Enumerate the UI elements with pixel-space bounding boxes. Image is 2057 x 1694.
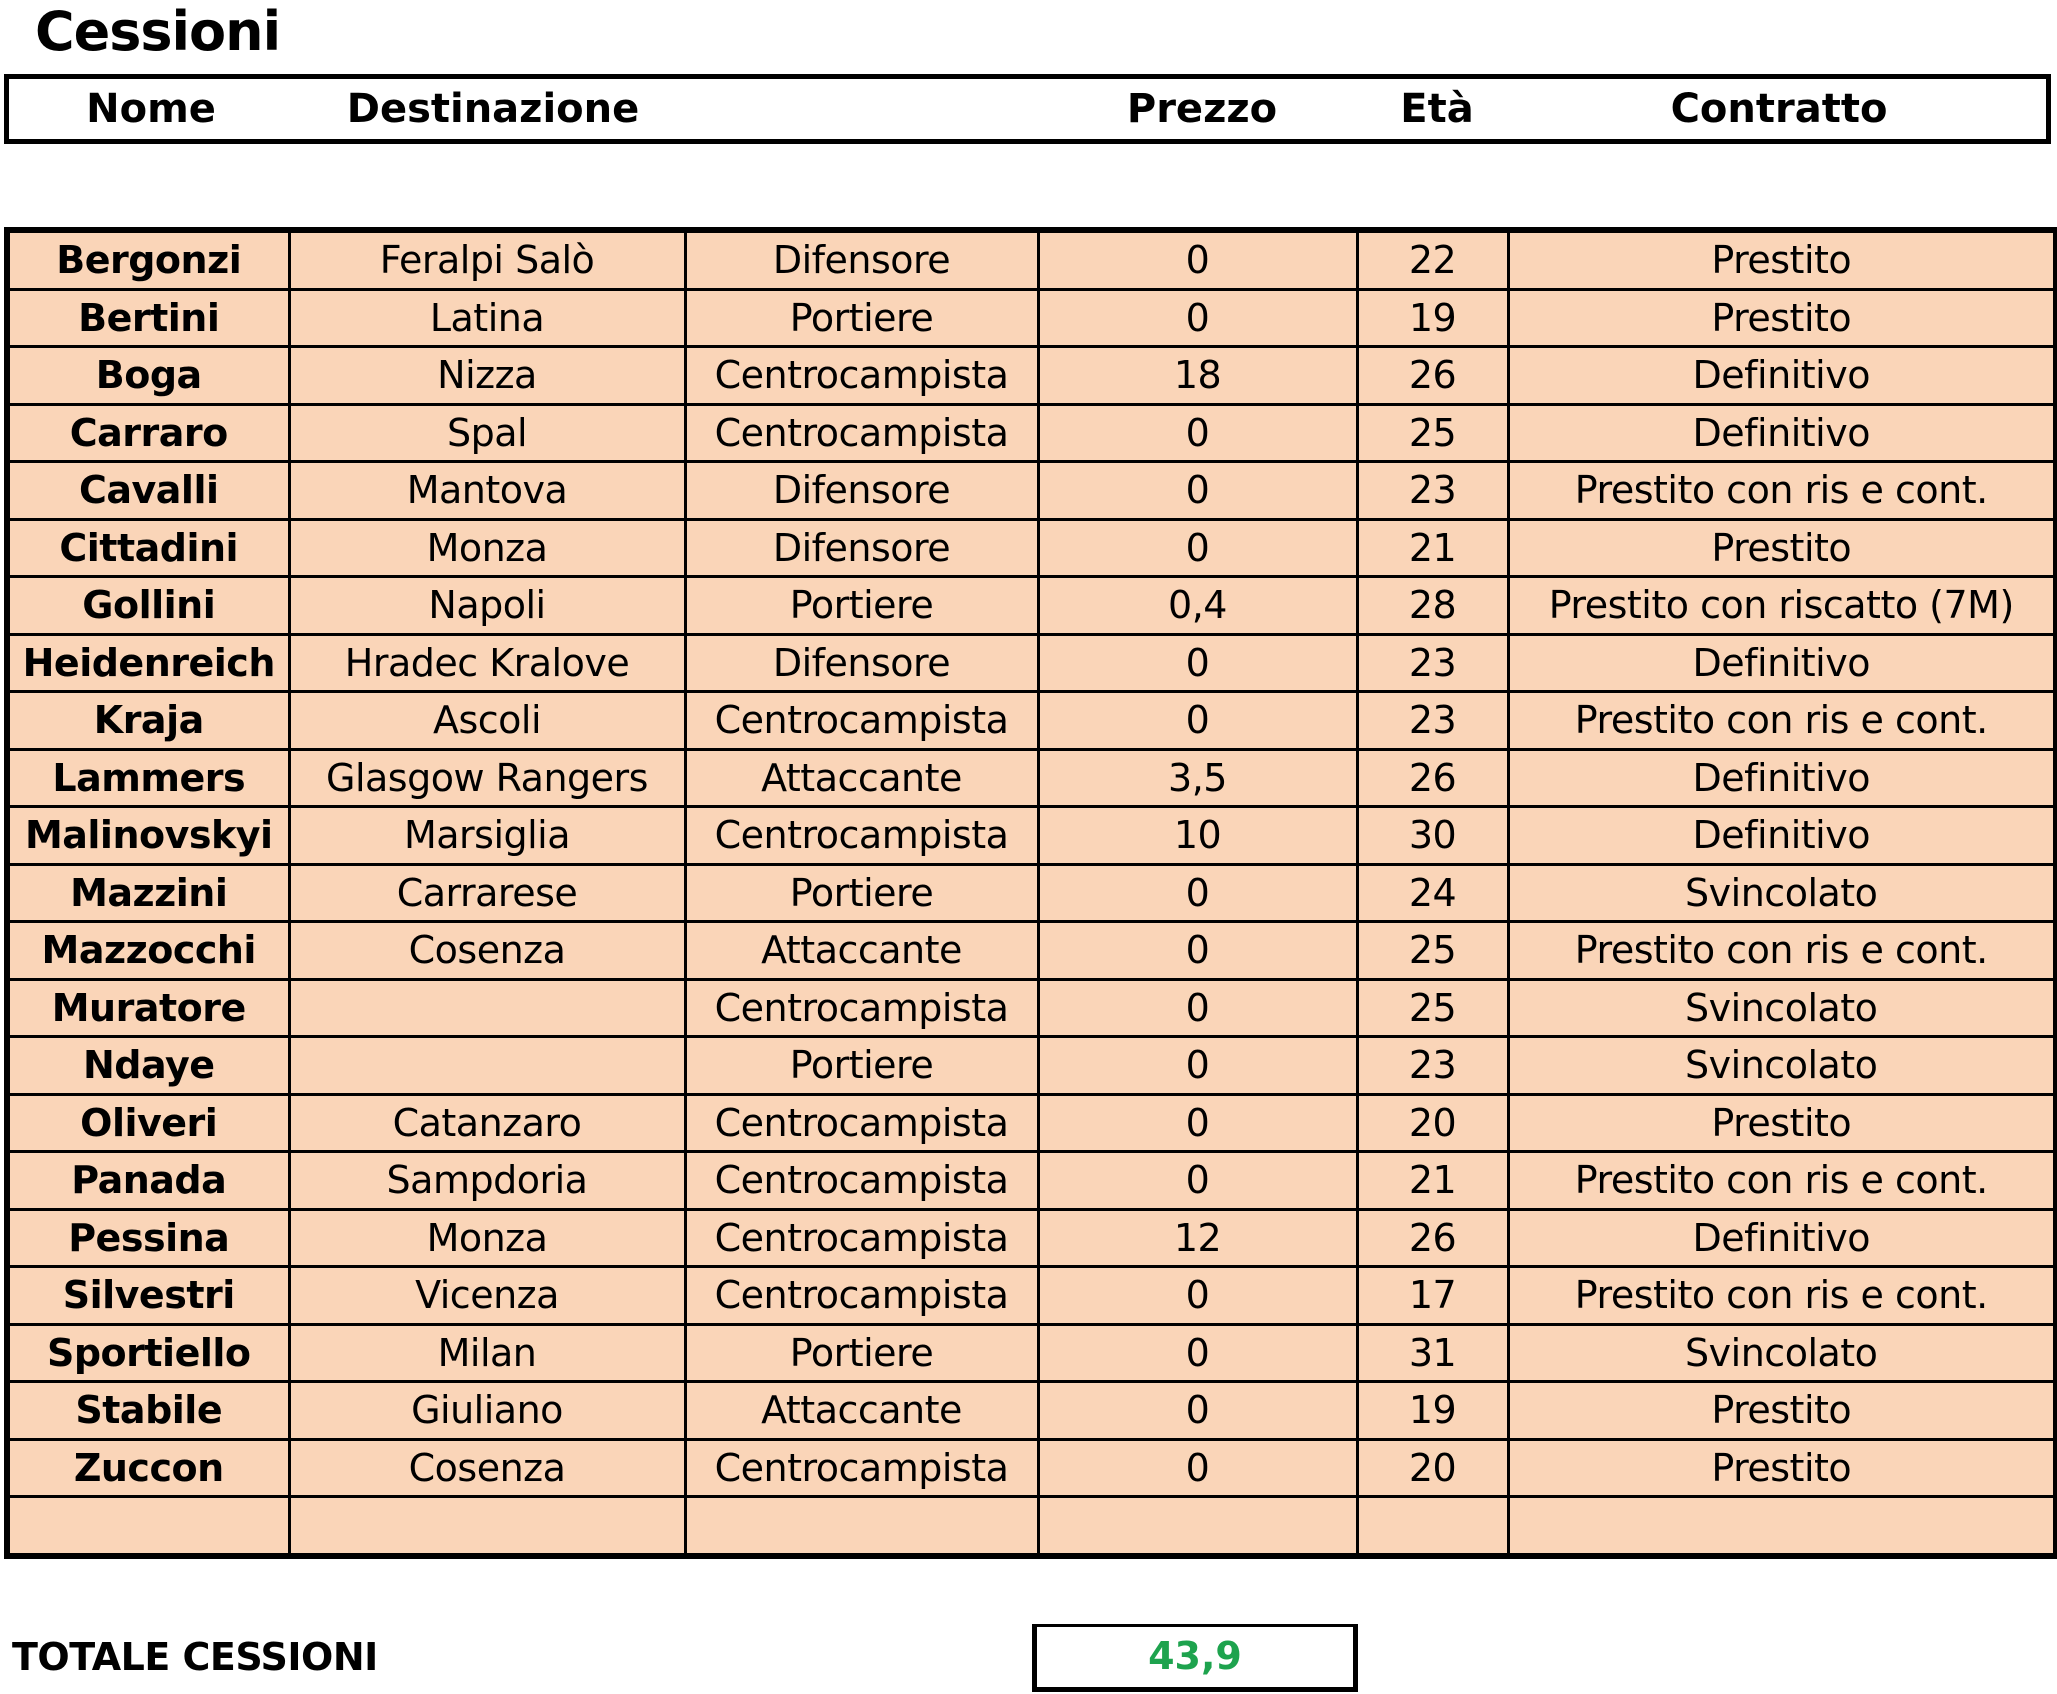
ruolo-cell: Centrocampista [685,1094,1038,1152]
nome-cell: Cavalli [7,462,289,520]
ruolo-cell: Difensore [685,519,1038,577]
contratto-cell: Prestito con ris e cont. [1508,462,2056,520]
contratto-cell: Prestito [1508,519,2056,577]
eta-cell: 25 [1357,404,1508,462]
ruolo-cell: Centrocampista [685,1267,1038,1325]
destinazione-cell: Mantova [289,462,685,520]
cessioni-table [4,227,2057,1559]
total-label: TOTALE CESSIONI [12,1635,378,1679]
destinazione-cell: Feralpi Salò [289,230,685,289]
table-row [7,1209,2056,1267]
contratto-cell: Definitivo [1508,404,2056,462]
nome-cell: Silvestri [7,1267,289,1325]
contratto-cell: Svincolato [1508,1324,2056,1382]
ruolo-cell [685,1497,1038,1556]
contratto-cell: Definitivo [1508,634,2056,692]
prezzo-cell: 0 [1038,462,1357,520]
contratto-cell: Svincolato [1508,979,2056,1037]
nome-cell: Sportiello [7,1324,289,1382]
ruolo-cell: Difensore [685,462,1038,520]
prezzo-cell: 0 [1038,634,1357,692]
prezzo-cell: 12 [1038,1209,1357,1267]
table-row [7,1152,2056,1210]
prezzo-cell: 18 [1038,347,1357,405]
nome-cell: Bertini [7,289,289,347]
destinazione-cell: Marsiglia [289,807,685,865]
total-value: 43,9 [1032,1624,1358,1692]
destinazione-cell: Cosenza [289,1439,685,1497]
table-row [7,462,2056,520]
prezzo-cell: 0 [1038,404,1357,462]
contratto-cell: Prestito con ris e cont. [1508,1152,2056,1210]
ruolo-cell: Attaccante [685,922,1038,980]
table-row [7,404,2056,462]
ruolo-cell: Centrocampista [685,404,1038,462]
contratto-cell: Prestito con riscatto (7M) [1508,577,2056,635]
eta-cell: 31 [1357,1324,1508,1382]
destinazione-cell: Vicenza [289,1267,685,1325]
eta-cell: 17 [1357,1267,1508,1325]
contratto-cell: Prestito con ris e cont. [1508,922,2056,980]
nome-cell: Ndaye [7,1037,289,1095]
table-row [7,289,2056,347]
contratto-cell: Prestito con ris e cont. [1508,1267,2056,1325]
destinazione-cell [289,979,685,1037]
nome-cell: Panada [7,1152,289,1210]
page-title: Cessioni [35,0,281,63]
header-nome: Nome [86,86,216,132]
destinazione-cell [289,1497,685,1556]
column-header-bar [4,74,2051,144]
prezzo-cell: 0 [1038,230,1357,289]
ruolo-cell: Portiere [685,289,1038,347]
table-row [7,1382,2056,1440]
eta-cell: 23 [1357,634,1508,692]
eta-cell: 24 [1357,864,1508,922]
prezzo-cell: 0 [1038,1267,1357,1325]
destinazione-cell: Milan [289,1324,685,1382]
table-row [7,347,2056,405]
nome-cell: Boga [7,347,289,405]
destinazione-cell: Spal [289,404,685,462]
contratto-cell: Definitivo [1508,1209,2056,1267]
nome-cell: Pessina [7,1209,289,1267]
table-row [7,692,2056,750]
eta-cell: 26 [1357,347,1508,405]
ruolo-cell: Centrocampista [685,807,1038,865]
eta-cell: 26 [1357,749,1508,807]
contratto-cell: Definitivo [1508,347,2056,405]
prezzo-cell: 0 [1038,1152,1357,1210]
nome-cell: Gollini [7,577,289,635]
nome-cell: Lammers [7,749,289,807]
ruolo-cell: Attaccante [685,1382,1038,1440]
destinazione-cell: Monza [289,1209,685,1267]
prezzo-cell: 3,5 [1038,749,1357,807]
eta-cell: 23 [1357,692,1508,750]
eta-cell: 23 [1357,1037,1508,1095]
contratto-cell: Definitivo [1508,807,2056,865]
eta-cell: 21 [1357,519,1508,577]
prezzo-cell: 10 [1038,807,1357,865]
nome-cell: Oliveri [7,1094,289,1152]
prezzo-cell [1038,1497,1357,1556]
header-prezzo: Prezzo [1126,86,1278,132]
destinazione-cell: Latina [289,289,685,347]
ruolo-cell: Attaccante [685,749,1038,807]
contratto-cell: Svincolato [1508,864,2056,922]
header-eta: Età [1400,86,1474,132]
eta-cell: 25 [1357,922,1508,980]
table-row [7,1439,2056,1497]
ruolo-cell: Difensore [685,634,1038,692]
ruolo-cell: Portiere [685,577,1038,635]
nome-cell: Bergonzi [7,230,289,289]
contratto-cell: Prestito [1508,1382,2056,1440]
header-destinazione: Destinazione [346,86,640,132]
eta-cell: 26 [1357,1209,1508,1267]
prezzo-cell: 0 [1038,692,1357,750]
nome-cell: Zuccon [7,1439,289,1497]
table-row [7,577,2056,635]
nome-cell: Cittadini [7,519,289,577]
eta-cell: 21 [1357,1152,1508,1210]
nome-cell: Stabile [7,1382,289,1440]
destinazione-cell: Ascoli [289,692,685,750]
prezzo-cell: 0 [1038,289,1357,347]
prezzo-cell: 0 [1038,864,1357,922]
table-row [7,749,2056,807]
table-row [7,807,2056,865]
table-row [7,1037,2056,1095]
eta-cell: 25 [1357,979,1508,1037]
destinazione-cell [289,1037,685,1095]
eta-cell: 30 [1357,807,1508,865]
destinazione-cell: Cosenza [289,922,685,980]
table-row [7,922,2056,980]
destinazione-cell: Catanzaro [289,1094,685,1152]
nome-cell [7,1497,289,1556]
ruolo-cell: Portiere [685,1037,1038,1095]
ruolo-cell: Centrocampista [685,1439,1038,1497]
contratto-cell [1508,1497,2056,1556]
nome-cell: Malinovskyi [7,807,289,865]
nome-cell: Kraja [7,692,289,750]
nome-cell: Carraro [7,404,289,462]
prezzo-cell: 0 [1038,1094,1357,1152]
destinazione-cell: Monza [289,519,685,577]
prezzo-cell: 0,4 [1038,577,1357,635]
table-row [7,864,2056,922]
eta-cell [1357,1497,1508,1556]
table-row [7,1267,2056,1325]
ruolo-cell: Centrocampista [685,1209,1038,1267]
ruolo-cell: Portiere [685,864,1038,922]
contratto-cell: Definitivo [1508,749,2056,807]
destinazione-cell: Carrarese [289,864,685,922]
eta-cell: 20 [1357,1439,1508,1497]
nome-cell: Muratore [7,979,289,1037]
contratto-cell: Prestito [1508,1439,2056,1497]
contratto-cell: Prestito [1508,289,2056,347]
ruolo-cell: Difensore [685,230,1038,289]
destinazione-cell: Glasgow Rangers [289,749,685,807]
ruolo-cell: Centrocampista [685,979,1038,1037]
contratto-cell: Prestito con ris e cont. [1508,692,2056,750]
eta-cell: 28 [1357,577,1508,635]
table-row [7,519,2056,577]
contratto-cell: Prestito [1508,230,2056,289]
contratto-cell: Prestito [1508,1094,2056,1152]
nome-cell: Mazzocchi [7,922,289,980]
table-row [7,1094,2056,1152]
ruolo-cell: Centrocampista [685,347,1038,405]
ruolo-cell: Centrocampista [685,692,1038,750]
eta-cell: 23 [1357,462,1508,520]
destinazione-cell: Nizza [289,347,685,405]
contratto-cell: Svincolato [1508,1037,2056,1095]
nome-cell: Mazzini [7,864,289,922]
prezzo-cell: 0 [1038,922,1357,980]
prezzo-cell: 0 [1038,1382,1357,1440]
nome-cell: Heidenreich [7,634,289,692]
destinazione-cell: Napoli [289,577,685,635]
table-row [7,634,2056,692]
prezzo-cell: 0 [1038,1439,1357,1497]
eta-cell: 20 [1357,1094,1508,1152]
destinazione-cell: Giuliano [289,1382,685,1440]
eta-cell: 22 [1357,230,1508,289]
table-body [7,230,2056,1556]
ruolo-cell: Portiere [685,1324,1038,1382]
eta-cell: 19 [1357,289,1508,347]
destinazione-cell: Sampdoria [289,1152,685,1210]
destinazione-cell: Hradec Kralove [289,634,685,692]
table-row [7,1324,2056,1382]
table-row [7,230,2056,289]
table-row [7,979,2056,1037]
header-contratto: Contratto [1670,86,1888,132]
prezzo-cell: 0 [1038,979,1357,1037]
eta-cell: 19 [1357,1382,1508,1440]
prezzo-cell: 0 [1038,1324,1357,1382]
table-row [7,1497,2056,1556]
ruolo-cell: Centrocampista [685,1152,1038,1210]
prezzo-cell: 0 [1038,519,1357,577]
prezzo-cell: 0 [1038,1037,1357,1095]
